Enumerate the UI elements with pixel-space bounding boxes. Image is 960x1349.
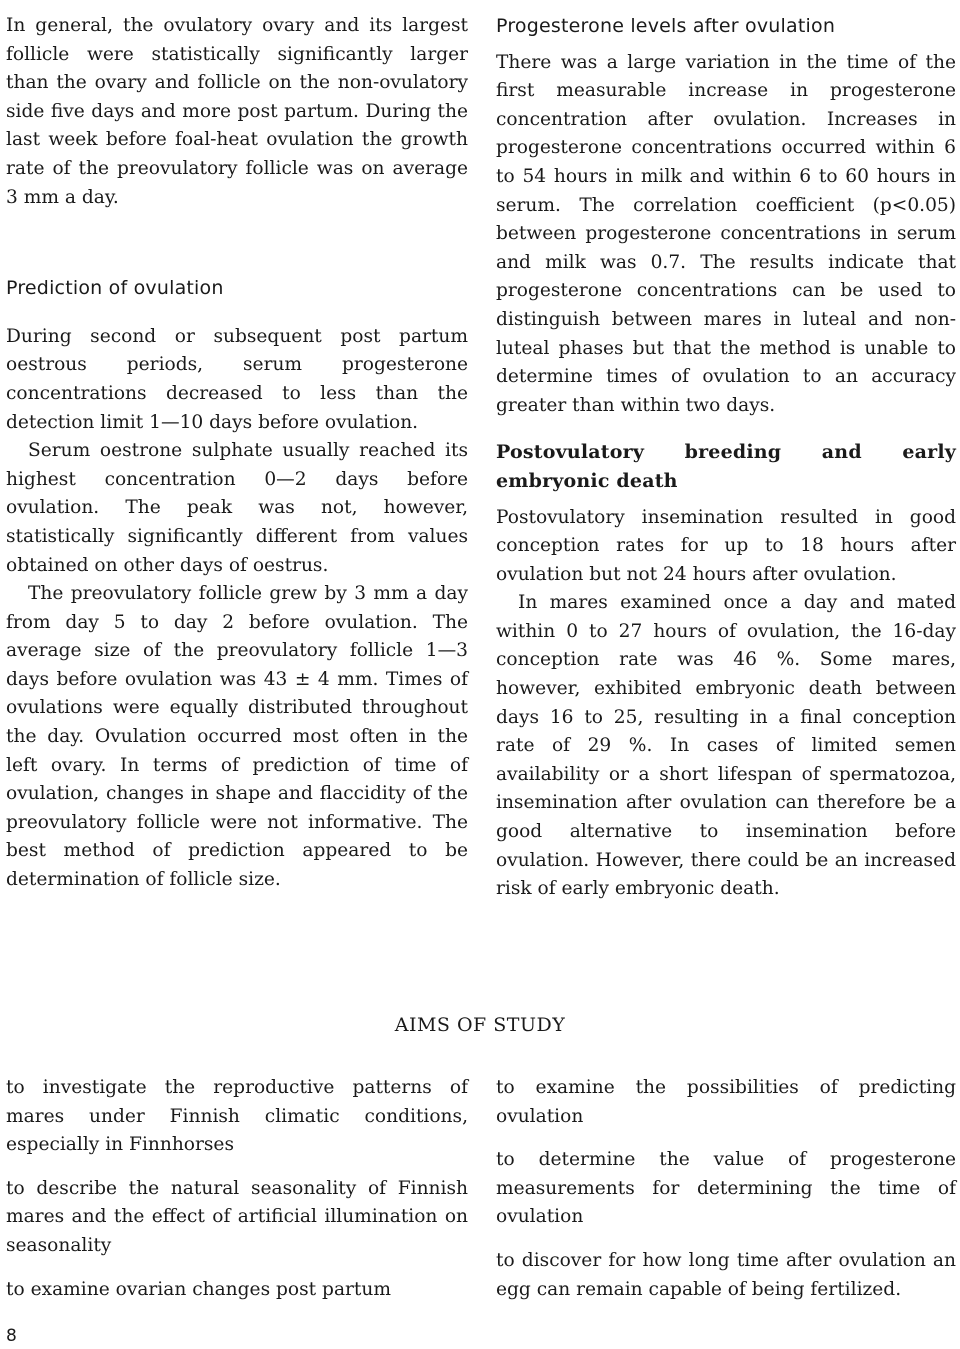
- paragraph-progesterone-decrease: During second or subsequent post partum oestrous periods, serum progesterone concentrations decreased to less than the detection limit 1—10 days before ovulation.: [6, 325, 468, 433]
- aims-right-list: [496, 1074, 956, 1319]
- paragraph-conception-rate: In mares examined once a day and mated within 0 to 27 hours of ovulation, the 16-day conception rate was 46 %. Some mares, however, exhibited embryonic death between days 16 to 25, resulting in a final conception rate of 29 %. In cases of limited semen availability or a short lifespan of spermatozoa, insemination after ovulation can therefore be a good alternative to insemination before ovulation. However, there could be an increased risk of early embryonic death.: [496, 592, 956, 900]
- aim-item: to describe the natural seasonality of Finnish mares and the effect of artificial illumination on seasonality: [6, 1177, 468, 1256]
- aim-item: to examine ovarian changes post partum: [6, 1278, 391, 1300]
- section-heading-breeding: Postovulatory breeding and early embryonic death: [496, 441, 956, 492]
- paragraph-progesterone-levels: There was a large variation in the time of the first measurable increase in progesterone concentration after ovulation. Increases in progesterone concentrations occurred within 6 to 54 hours in milk and within 6 to 60 hours in serum. The correlation coefficient (p<0.05) between progesterone concentrations in serum and milk was 0.7. The results indicate that progesterone concentrations can be used to distinguish between mares in luteal and non-luteal phases but that the method is unable to determine times of ovulation to an accuracy greater than within two days.: [496, 51, 956, 416]
- aim-item: to discover for how long time after ovulation an egg can remain capable of being fertilized.: [496, 1249, 956, 1300]
- section-heading-prediction: Prediction of ovulation: [6, 277, 224, 300]
- aim-item: to investigate the reproductive patterns of mares under Finnish climatic conditions, especially in Finnhorses: [6, 1077, 468, 1156]
- aims-title: AIMS OF STUDY: [394, 1014, 566, 1036]
- section-heading-progesterone: Progesterone levels after ovulation: [496, 15, 836, 37]
- page-number: 8: [6, 1326, 17, 1346]
- aims-left-list: [6, 1074, 468, 1319]
- aim-item: to examine the possibilities of predicting ovulation: [496, 1077, 956, 1127]
- right-column: [496, 12, 956, 904]
- aim-item: to determine the value of progesterone measurements for determining the time of ovulation: [496, 1149, 956, 1228]
- intro-paragraph: In general, the ovulatory ovary and its largest follicle were statistically significantly larger than the ovary and follicle on the non-ovulatory side five days and more post partum. During the last week before foal-heat ovulation the growth rate of the preovulatory follicle was on average 3 mm a day.: [6, 15, 468, 208]
- left-column: [6, 12, 468, 895]
- paragraph-insemination: Postovulatory insemination resulted in good conception rates for up to 18 hours after ovulation but not 24 hours after ovulation.: [496, 506, 956, 585]
- paragraph-follicle-growth: The preovulatory follicle grew by 3 mm a day from day 5 to day 2 before ovulation. The average size of the preovulatory follicle 1—3 days before ovulation was 43 ± 4 mm. Times of ovulations were equally distributed throughout the day. Ovulation occurred most often in the left ovary. In terms of prediction of time of ovulation, changes in shape and flaccidity of the preovulatory follicle were not informative. The best method of prediction appeared to be determination of follicle size.: [6, 583, 468, 891]
- paragraph-oestrone: Serum oestrone sulphate usually reached its highest concentration 0—2 days before ovulation. The peak was not, however, statistically significantly different from values obtained on other days of oestrus.: [6, 440, 468, 576]
